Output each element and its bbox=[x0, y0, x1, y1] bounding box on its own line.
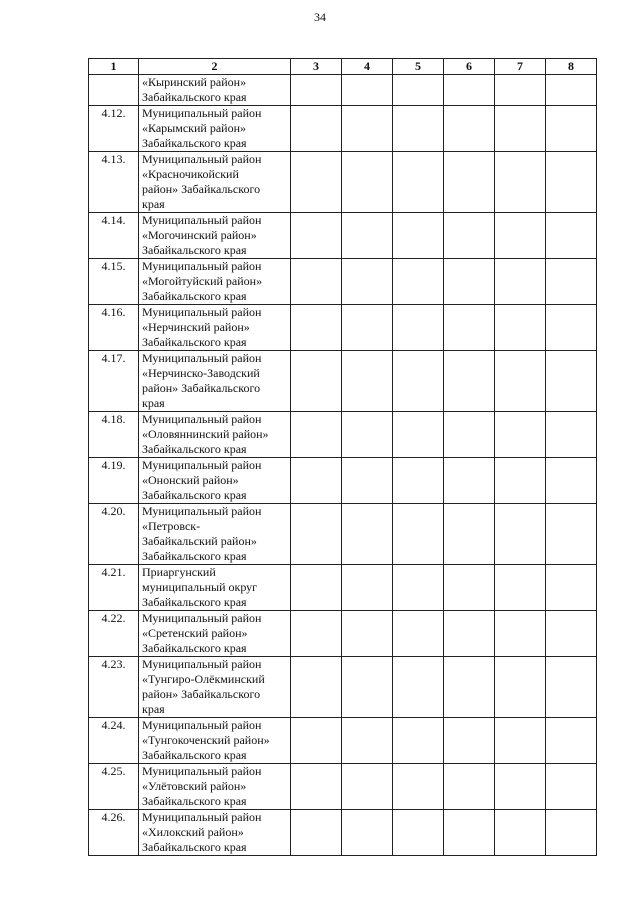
empty-cell-col-7 bbox=[495, 351, 546, 412]
empty-cell-col-6 bbox=[444, 106, 495, 152]
empty-cell-col-7 bbox=[495, 106, 546, 152]
empty-cell-col-8 bbox=[546, 351, 597, 412]
row-number: 4.17. bbox=[89, 351, 139, 412]
table-row bbox=[89, 764, 597, 810]
table-row bbox=[89, 718, 597, 764]
row-number: 4.25. bbox=[89, 764, 139, 810]
row-number: 4.24. bbox=[89, 718, 139, 764]
table-row bbox=[89, 259, 597, 305]
empty-cell-col-3 bbox=[291, 565, 342, 611]
empty-cell-col-8 bbox=[546, 458, 597, 504]
row-number: 4.21. bbox=[89, 565, 139, 611]
empty-cell-col-3 bbox=[291, 504, 342, 565]
row-number: 4.26. bbox=[89, 810, 139, 856]
municipality-name: Муниципальный район «Нерчинский район» Забайкальского края bbox=[139, 305, 291, 351]
empty-cell-col-4 bbox=[342, 213, 393, 259]
empty-cell-col-3 bbox=[291, 351, 342, 412]
empty-cell-col-8 bbox=[546, 75, 597, 106]
empty-cell-col-5 bbox=[393, 504, 444, 565]
empty-cell-col-4 bbox=[342, 565, 393, 611]
column-header: 3 bbox=[291, 59, 342, 75]
empty-cell-col-6 bbox=[444, 718, 495, 764]
table-row bbox=[89, 213, 597, 259]
empty-cell-col-3 bbox=[291, 611, 342, 657]
municipality-name: Муниципальный район «Тунгокоченский район» Забайкальского края bbox=[139, 718, 291, 764]
empty-cell-col-3 bbox=[291, 106, 342, 152]
empty-cell-col-4 bbox=[342, 305, 393, 351]
empty-cell-col-4 bbox=[342, 764, 393, 810]
empty-cell-col-5 bbox=[393, 305, 444, 351]
empty-cell-col-4 bbox=[342, 657, 393, 718]
table-row bbox=[89, 152, 597, 213]
empty-cell-col-6 bbox=[444, 657, 495, 718]
empty-cell-col-5 bbox=[393, 810, 444, 856]
empty-cell-col-3 bbox=[291, 305, 342, 351]
empty-cell-col-7 bbox=[495, 259, 546, 305]
empty-cell-col-8 bbox=[546, 106, 597, 152]
table-row bbox=[89, 305, 597, 351]
empty-cell-col-3 bbox=[291, 718, 342, 764]
empty-cell-col-6 bbox=[444, 152, 495, 213]
table-body bbox=[89, 75, 597, 856]
municipality-name: Муниципальный район «Хилокский район» Забайкальского края bbox=[139, 810, 291, 856]
table-row bbox=[89, 611, 597, 657]
table-row bbox=[89, 412, 597, 458]
table-row bbox=[89, 106, 597, 152]
empty-cell-col-6 bbox=[444, 305, 495, 351]
empty-cell-col-7 bbox=[495, 504, 546, 565]
empty-cell-col-6 bbox=[444, 213, 495, 259]
empty-cell-col-4 bbox=[342, 259, 393, 305]
column-header: 6 bbox=[444, 59, 495, 75]
empty-cell-col-8 bbox=[546, 718, 597, 764]
municipality-name: Муниципальный район «Нерчинско-Заводский район» Забайкальского края bbox=[139, 351, 291, 412]
empty-cell-col-3 bbox=[291, 152, 342, 213]
empty-cell-col-8 bbox=[546, 565, 597, 611]
empty-cell-col-4 bbox=[342, 412, 393, 458]
empty-cell-col-8 bbox=[546, 259, 597, 305]
municipality-name: Муниципальный район «Петровск- Забайкальский район» Забайкальского края bbox=[139, 504, 291, 565]
empty-cell-col-6 bbox=[444, 351, 495, 412]
empty-cell-col-3 bbox=[291, 213, 342, 259]
empty-cell-col-8 bbox=[546, 213, 597, 259]
empty-cell-col-3 bbox=[291, 458, 342, 504]
empty-cell-col-7 bbox=[495, 810, 546, 856]
column-header: 5 bbox=[393, 59, 444, 75]
empty-cell-col-3 bbox=[291, 764, 342, 810]
empty-cell-col-3 bbox=[291, 259, 342, 305]
table-row bbox=[89, 458, 597, 504]
municipality-name: «Кыринский район» Забайкальского края bbox=[139, 75, 291, 106]
empty-cell-col-6 bbox=[444, 259, 495, 305]
empty-cell-col-8 bbox=[546, 810, 597, 856]
empty-cell-col-7 bbox=[495, 657, 546, 718]
table-row bbox=[89, 810, 597, 856]
empty-cell-col-6 bbox=[444, 611, 495, 657]
row-number: 4.14. bbox=[89, 213, 139, 259]
empty-cell-col-6 bbox=[444, 75, 495, 106]
municipality-name: Муниципальный район «Оловяннинский район» Забайкальского края bbox=[139, 412, 291, 458]
empty-cell-col-7 bbox=[495, 458, 546, 504]
empty-cell-col-3 bbox=[291, 75, 342, 106]
municipality-name: Муниципальный район «Ононский район» Забайкальского края bbox=[139, 458, 291, 504]
column-header: 1 bbox=[89, 59, 139, 75]
empty-cell-col-5 bbox=[393, 611, 444, 657]
empty-cell-col-4 bbox=[342, 810, 393, 856]
empty-cell-col-5 bbox=[393, 657, 444, 718]
municipality-name: Муниципальный район «Могочинский район» Забайкальского края bbox=[139, 213, 291, 259]
empty-cell-col-7 bbox=[495, 75, 546, 106]
row-number bbox=[89, 75, 139, 106]
page-number: 34 bbox=[314, 10, 326, 24]
empty-cell-col-8 bbox=[546, 412, 597, 458]
row-number: 4.22. bbox=[89, 611, 139, 657]
empty-cell-col-8 bbox=[546, 657, 597, 718]
empty-cell-col-5 bbox=[393, 412, 444, 458]
empty-cell-col-4 bbox=[342, 718, 393, 764]
column-header: 4 bbox=[342, 59, 393, 75]
column-header: 2 bbox=[139, 59, 291, 75]
empty-cell-col-6 bbox=[444, 764, 495, 810]
row-number: 4.13. bbox=[89, 152, 139, 213]
empty-cell-col-4 bbox=[342, 152, 393, 213]
empty-cell-col-7 bbox=[495, 152, 546, 213]
empty-cell-col-5 bbox=[393, 565, 444, 611]
row-number: 4.16. bbox=[89, 305, 139, 351]
row-number: 4.12. bbox=[89, 106, 139, 152]
municipality-name: Приаргунский муниципальный округ Забайкальского края bbox=[139, 565, 291, 611]
empty-cell-col-5 bbox=[393, 213, 444, 259]
row-number: 4.18. bbox=[89, 412, 139, 458]
empty-cell-col-7 bbox=[495, 764, 546, 810]
empty-cell-col-5 bbox=[393, 152, 444, 213]
table-row bbox=[89, 75, 597, 106]
empty-cell-col-8 bbox=[546, 305, 597, 351]
row-number: 4.19. bbox=[89, 458, 139, 504]
empty-cell-col-8 bbox=[546, 504, 597, 565]
row-number: 4.15. bbox=[89, 259, 139, 305]
empty-cell-col-4 bbox=[342, 611, 393, 657]
table-row bbox=[89, 657, 597, 718]
empty-cell-col-5 bbox=[393, 106, 444, 152]
municipality-name: Муниципальный район «Красночикойский район» Забайкальского края bbox=[139, 152, 291, 213]
empty-cell-col-4 bbox=[342, 351, 393, 412]
empty-cell-col-6 bbox=[444, 504, 495, 565]
empty-cell-col-7 bbox=[495, 718, 546, 764]
municipality-name: Муниципальный район «Могойтуйский район» Забайкальского края bbox=[139, 259, 291, 305]
municipality-name: Муниципальный район «Тунгиро-Олёкминский район» Забайкальского края bbox=[139, 657, 291, 718]
empty-cell-col-7 bbox=[495, 611, 546, 657]
municipality-name: Муниципальный район «Карымский район» Забайкальского края bbox=[139, 106, 291, 152]
empty-cell-col-3 bbox=[291, 657, 342, 718]
empty-cell-col-5 bbox=[393, 718, 444, 764]
empty-cell-col-5 bbox=[393, 764, 444, 810]
municipality-name: Муниципальный район «Сретенский район» Забайкальского края bbox=[139, 611, 291, 657]
empty-cell-col-6 bbox=[444, 565, 495, 611]
empty-cell-col-5 bbox=[393, 259, 444, 305]
empty-cell-col-8 bbox=[546, 611, 597, 657]
empty-cell-col-5 bbox=[393, 351, 444, 412]
empty-cell-col-7 bbox=[495, 213, 546, 259]
data-table bbox=[88, 58, 597, 856]
empty-cell-col-8 bbox=[546, 764, 597, 810]
header-row bbox=[89, 59, 597, 75]
table-row bbox=[89, 565, 597, 611]
table-row bbox=[89, 504, 597, 565]
empty-cell-col-3 bbox=[291, 810, 342, 856]
empty-cell-col-3 bbox=[291, 412, 342, 458]
column-header: 7 bbox=[495, 59, 546, 75]
empty-cell-col-6 bbox=[444, 810, 495, 856]
empty-cell-col-6 bbox=[444, 458, 495, 504]
empty-cell-col-6 bbox=[444, 412, 495, 458]
empty-cell-col-8 bbox=[546, 152, 597, 213]
column-header: 8 bbox=[546, 59, 597, 75]
empty-cell-col-7 bbox=[495, 412, 546, 458]
empty-cell-col-5 bbox=[393, 75, 444, 106]
table-row bbox=[89, 351, 597, 412]
row-number: 4.23. bbox=[89, 657, 139, 718]
empty-cell-col-7 bbox=[495, 565, 546, 611]
empty-cell-col-4 bbox=[342, 458, 393, 504]
empty-cell-col-4 bbox=[342, 75, 393, 106]
empty-cell-col-5 bbox=[393, 458, 444, 504]
row-number: 4.20. bbox=[89, 504, 139, 565]
empty-cell-col-7 bbox=[495, 305, 546, 351]
empty-cell-col-4 bbox=[342, 504, 393, 565]
empty-cell-col-4 bbox=[342, 106, 393, 152]
municipality-name: Муниципальный район «Улётовский район» Забайкальского края bbox=[139, 764, 291, 810]
